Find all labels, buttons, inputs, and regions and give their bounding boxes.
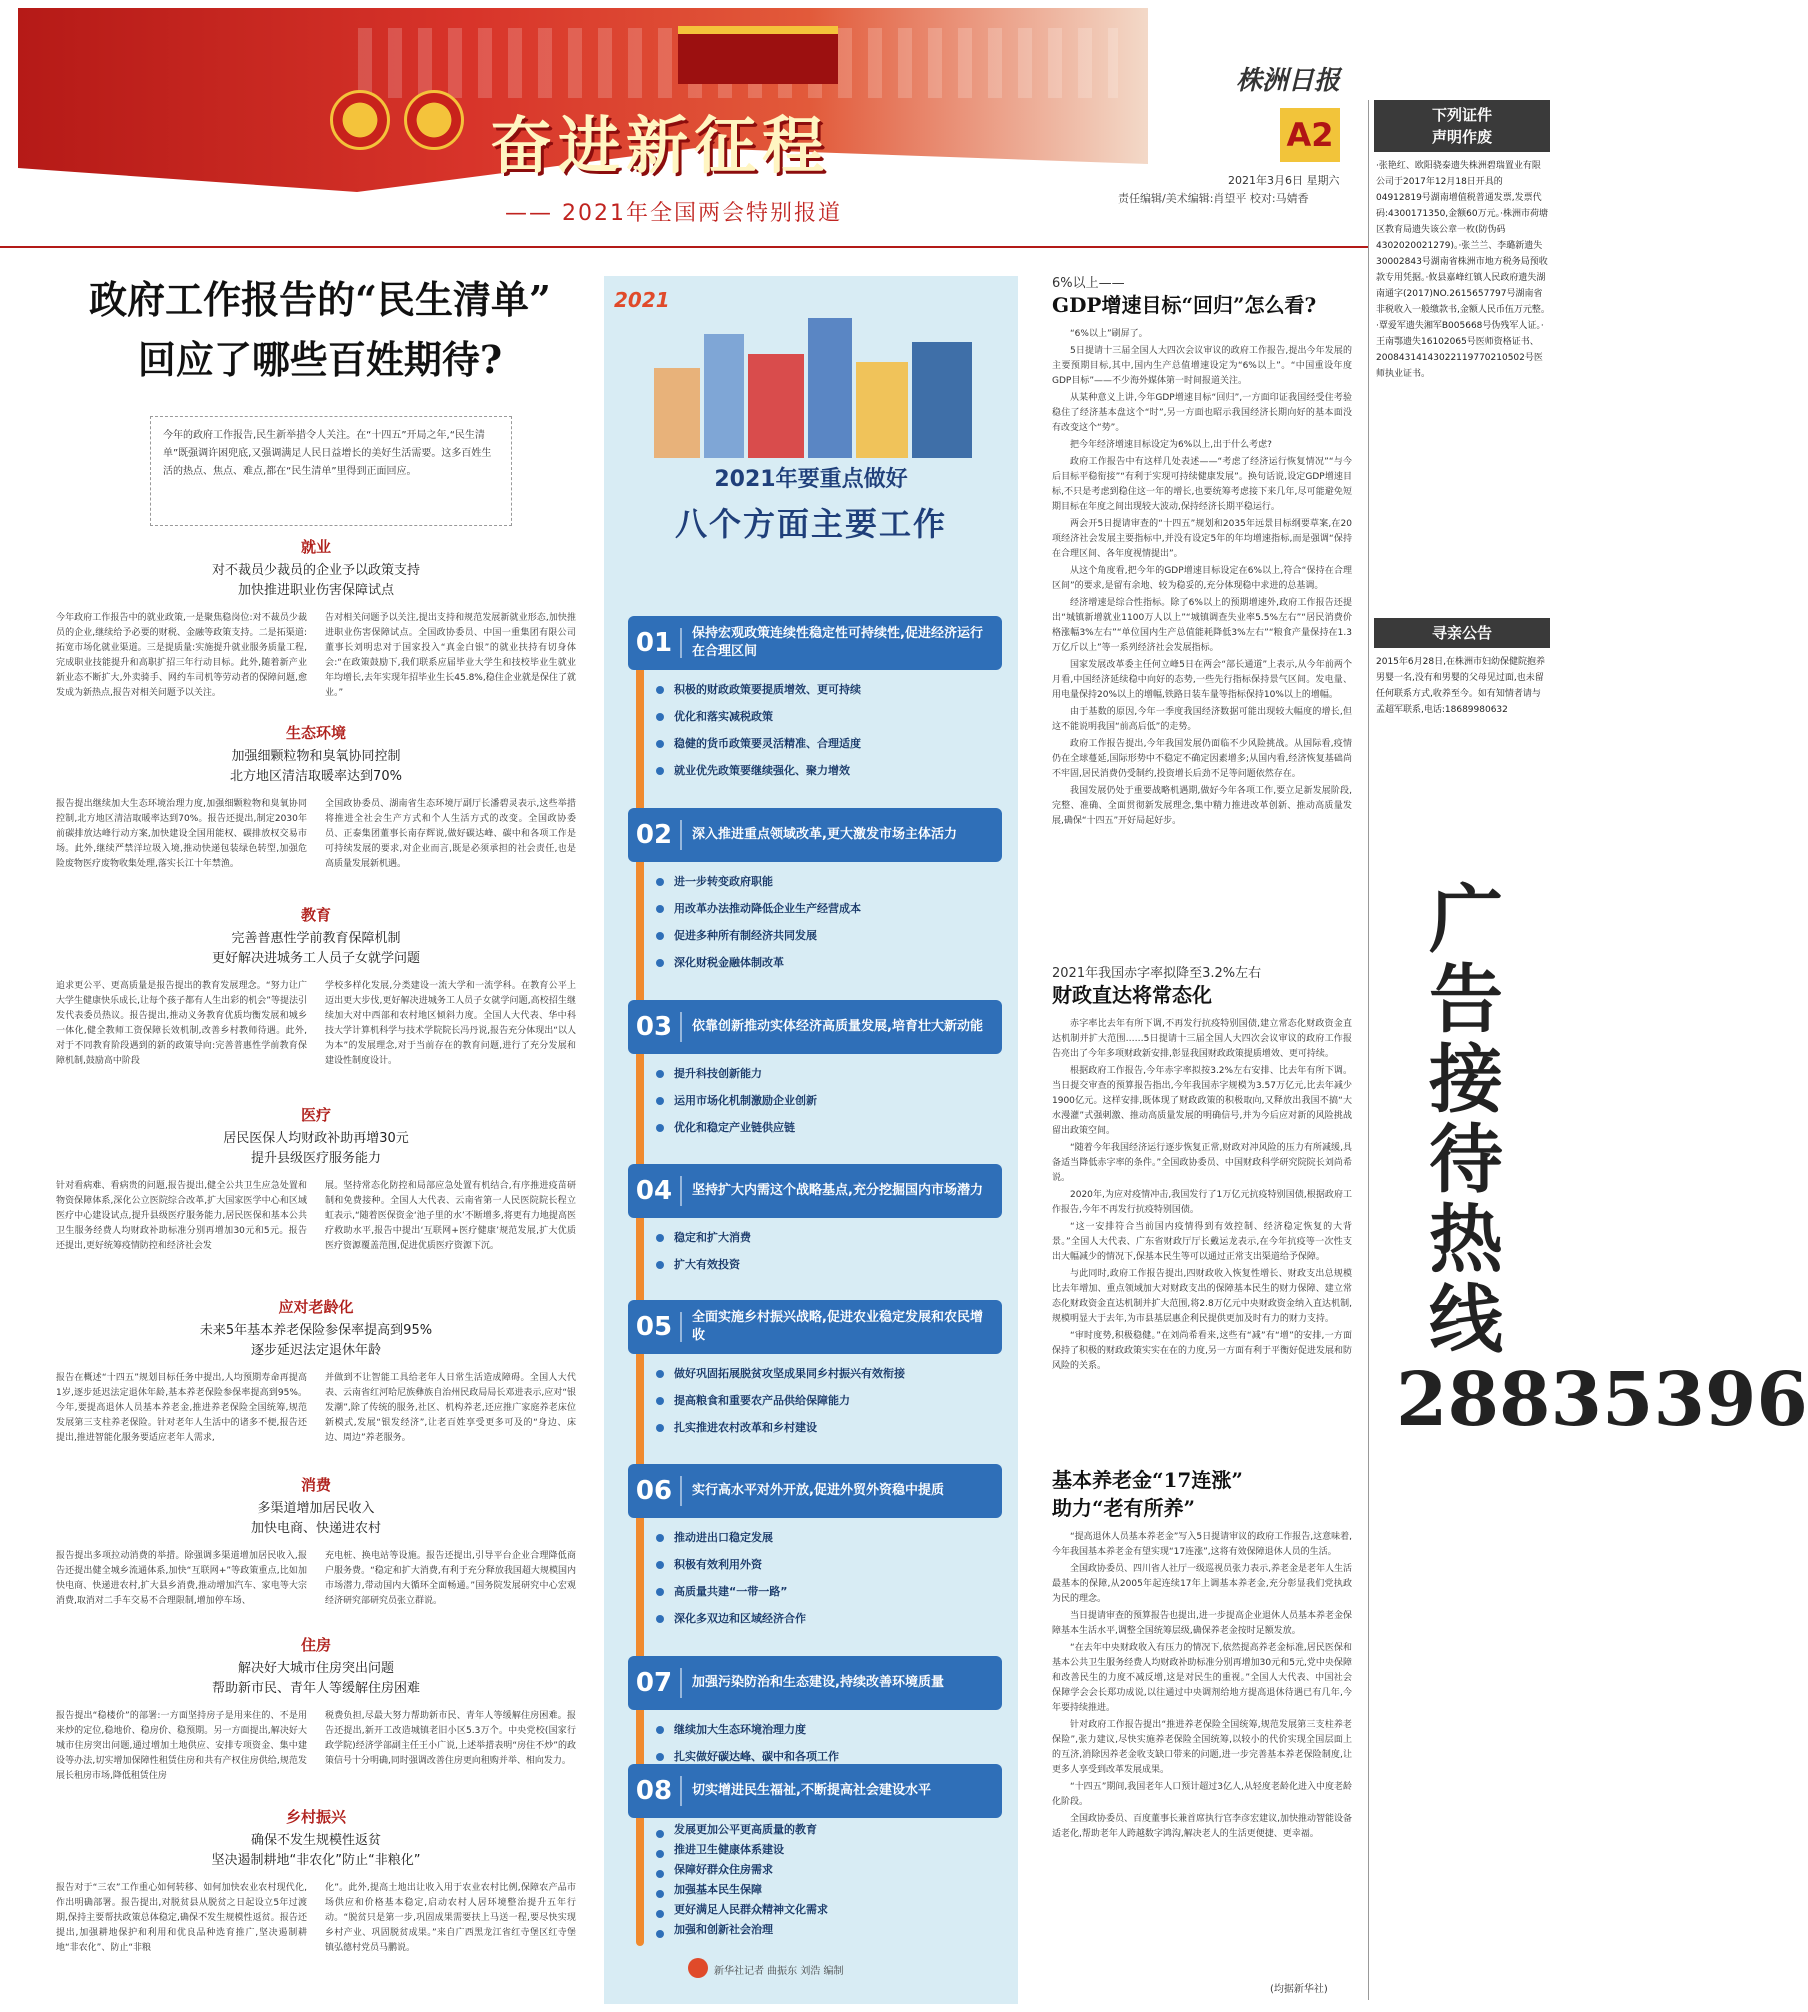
task-number: 06 — [628, 1476, 682, 1506]
section-text: 报告提出“稳楼价”的部署:一方面坚持房子是用来住的、不是用来炒的定位,稳地价、稳房价、稳预期。另一方面提出,解决好大城市住房突出问题,通过增加土地供应、安排专项资金、集中建设等办法,切实增加保障性租赁住房和共有产权住房供给,规范发展长租房市场,降低租赁住房 — [56, 1711, 307, 1781]
section-healthcare — [56, 1104, 576, 1254]
notice-heading-line1: 下列证件 — [1431, 106, 1492, 124]
task-card-header — [628, 1656, 1002, 1710]
task-card-05 — [628, 1300, 1002, 1441]
section-education — [56, 904, 576, 1069]
task-title: 保持宏观政策连续性稳定性可持续性,促进经济运行在合理区间 — [692, 626, 983, 659]
task-items — [628, 1054, 1002, 1141]
task-items — [628, 862, 1002, 976]
task-item: 扎实做好碳达峰、碳中和各项工作 — [656, 1743, 1002, 1770]
article-paragraph: 全国政协委员、百度董事长兼首席执行官李彦宏建议,加快推动智能设备适老化,帮助老年人跨越数字鸿沟,解决老人的生活更便捷、更幸福。 — [1052, 1814, 1352, 1839]
task-number: 05 — [628, 1312, 682, 1342]
notice-heading-line2: 声明作废 — [1431, 128, 1492, 146]
article-paragraph: “提高退休人员基本养老金”写入5日提请审议的政府工作报告,这意味着,今年我国基本养老金有望实现“17连涨”,这将有效保障退休人员的生活。 — [1052, 1532, 1352, 1557]
task-card-header — [628, 1464, 1002, 1518]
task-number: 08 — [628, 1776, 682, 1806]
task-card-03 — [628, 1000, 1002, 1141]
year-badge: 2021 — [614, 288, 670, 312]
lead-paragraph: 今年的政府工作报告,民生新举措令人关注。在“十四五”开局之年,“民生清单”既强调许困兜底,又强调满足人民日益增长的美好生活需要。这多百姓生活的热点、焦点、难点,都在“民生清单”里得到正面回应。 — [150, 416, 512, 526]
task-number: 07 — [628, 1668, 682, 1698]
article-body — [1052, 327, 1352, 829]
article-paragraph: 赤字率比去年有所下调,不再发行抗疫特别国债,建立常态化财政资金直达机制并扩大范围……5日提请十三届全国人大四次会议审议的政府工作报告亮出了今年多项财政新安排,彰显我国财政政策提质增效、更可持续。 — [1052, 1019, 1352, 1059]
task-card-header — [628, 1300, 1002, 1354]
article-paragraph: 政府工作报告提出,今年我国发展仍面临不少风险挑战。从国际看,疫情仍在全球蔓延,国际形势中不稳定不确定因素增多;从国内看,经济恢复基础尚不牢固,居民消费仍受制约,投资增长后劲不足等问题依然存在。 — [1052, 739, 1352, 779]
cppcc-emblem-icon — [404, 90, 464, 150]
masthead — [0, 0, 1368, 250]
section-text: 报告对于“三农”工作重心如何转移、如何加快农业农村现代化,作出明确部署。报告提出,对脱贫县从脱贫之日起设立5年过渡期,保持主要帮扶政策总体稳定,确保不发生规模性返贫。报告还提出,加强耕地保护和利用和优良品种选育推广,坚决遏制耕地“非农化”、防止“非粮 — [56, 1883, 307, 1953]
infographic-title-line2: 八个方面主要工作 — [674, 505, 947, 543]
page-number-badge: A2 — [1280, 108, 1340, 162]
task-item: 继续加大生态环境治理力度 — [656, 1716, 1002, 1743]
section-subheading: 加快电商、快递进农村 — [250, 1521, 381, 1536]
task-item: 推动进出口稳定发展 — [656, 1524, 1002, 1551]
section-text: 学校多样化发展,分类建设一流大学和一流学科。在教育公平上迈出更大步伐,更好解决进城务工人员子女就学问题,高校招生继续加大对中西部和农村地区倾斜力度。全国人大代表、华中科技大学计算机科学与技术学院院长冯丹说,报告充分体现出“以人为本”的发展理念,对于当前存在的教育问题,进行了充分发展和建设性制度设计。 — [325, 981, 576, 1066]
article-paragraph: 2020年,为应对疫情冲击,我国发行了1万亿元抗疫特别国债,根据政府工作报告,今年不再发行抗疫特别国债。 — [1052, 1190, 1352, 1215]
article-gdp — [1052, 272, 1352, 831]
infographic-credit: 新华社记者 曲振东 刘浩 编制 — [714, 1966, 844, 1977]
article-body — [1052, 1017, 1352, 1374]
task-card-06 — [628, 1464, 1002, 1632]
task-item: 优化和落实减税政策 — [656, 703, 1002, 730]
section-heading: 消费 — [300, 1476, 331, 1494]
task-item: 发展更加公平更高质量的教育 — [656, 1820, 1002, 1840]
building-shape — [856, 362, 908, 458]
section-subheading: 多渠道增加居民收入 — [257, 1501, 375, 1516]
task-title: 深入推进重点领域改革,更大激发市场主体活力 — [692, 827, 957, 842]
task-item: 稳健的货币政策要灵活精准、合理适度 — [656, 730, 1002, 757]
section-consumption — [56, 1474, 576, 1609]
task-title: 实行高水平对外开放,促进外贸外资稳中提质 — [692, 1483, 944, 1498]
section-text: 报告提出多项拉动消费的举措。除强调多渠道增加居民收入,报告还提出健全城乡流通体系,加快“互联网+”等政策重点,比如加快电商、快递进农村,扩大县乡消费,推动增加汽车、家电等大宗消费,取消对二手车交易不合理限制,增加停车场、 — [56, 1551, 307, 1606]
search-notice-text: 2015年6月28日,在株洲市妇幼保健院抱养男婴一名,没有和男婴的父母见过面,也未留任何联系方式,收养至今。如有知情者请与孟超军联系,电话:18689980632 — [1376, 657, 1545, 715]
section-subheading: 未来5年基本养老保险参保率提高到95% — [199, 1323, 433, 1338]
task-item: 运用市场化机制激励企业创新 — [656, 1087, 1002, 1114]
section-subheading: 北方地区清洁取暖率达到70% — [230, 769, 402, 784]
section-text: 全国政协委员、湖南省生态环境厅副厅长潘碧灵表示,这些举措将推进全社会生产方式和个人生活方式的改变。全国政协委员、正泰集团董事长南存辉说,做好碳达峰、碳中和各项工作是可持续发展的要求,对企业而言,既是必须承担的社会责任,也是高质量发展新机遇。 — [325, 799, 576, 869]
building-shape — [808, 318, 852, 458]
section-text: 今年政府工作报告中的就业政策,一是聚焦稳岗位:对不裁员少裁员的企业,继续给予必要的财税、金融等政策支持。二是拓渠道:拓宽市场化就业渠道。三是提质量:实施提升就业服务质量工程,完成职业技能提升和高职扩招三年行动目标。此外,随着新产业新业态不断扩大,外卖骑手、网约车司机等劳动者的保障问题,愈发成为新热点,报告对相关问题予以关注。 — [56, 613, 307, 698]
article-paragraph: “随着今年我国经济运行逐步恢复正常,财政对冲风险的压力有所减缓,具备适当降低赤字率的条件。”全国政协委员、中国财政科学研究院院长刘尚希说。 — [1052, 1143, 1352, 1183]
article-paragraph: 国家发展改革委主任何立峰5日在两会“部长通道”上表示,从今年前两个月看,中国经济延续稳中向好的态势,一些先行指标保持景气区间。发电量、用电量保持20%以上的增幅,铁路日装车量等指标保持10%以上的增幅。 — [1052, 660, 1352, 700]
advertising-hotline: 广告接待热线28835396 — [1396, 877, 1808, 1443]
task-items — [628, 1710, 1002, 1770]
task-item: 进一步转变政府职能 — [656, 868, 1002, 895]
article-paragraph: 从某种意义上讲,今年GDP增速目标“回归”,一方面印证我国经受住考验稳住了经济基本盘这个“时”,另一方面也昭示我国经济长期向好的基本面没有改变这个“势”。 — [1052, 393, 1352, 433]
article-pension — [1052, 1466, 1352, 1844]
task-title: 切实增进民生福祉,不断提高社会建设水平 — [692, 1783, 931, 1798]
article-credit: (均据新华社) — [1270, 1984, 1328, 1995]
article-paragraph: “在去年中央财政收入有压力的情况下,依然提高养老金标准,居民医保和基本公共卫生服务经费人均财政补助标准分别再增加30元和5元,党中央保障和改善民生的力度不减反增,这是对民生的重视。”全国人大代表、中国社会保障学会会长郑功成说,以往通过中央调剂给地方提高退休待遇已有几年,今年要持续推进。 — [1052, 1643, 1352, 1713]
section-heading: 乡村振兴 — [285, 1808, 346, 1826]
article-paragraph: 根据政府工作报告,今年赤字率拟按3.2%左右安排、比去年有所下调。当日提交审查的预算报告指出,今年我国赤字规模为3.57万亿元,比去年减少1900亿元。这样安排,既体现了财政政策的积极取向,又释放出我国不搞“大水漫灌”式强刺激、推动高质量发展的明确信号,并为今后应对新的风险挑战留出政策空间。 — [1052, 1066, 1352, 1136]
section-subheading: 对不裁员少裁员的企业予以政策支持 — [211, 563, 420, 578]
task-item: 优化和稳定产业链供应链 — [656, 1114, 1002, 1141]
section-employment — [56, 536, 576, 701]
task-items — [628, 1818, 1002, 1940]
article-headline-line1: 基本养老金“17连涨” — [1052, 1468, 1243, 1492]
task-item: 保障好群众住房需求 — [656, 1860, 1002, 1880]
task-item: 高质量共建“一带一路” — [656, 1578, 1002, 1605]
section-body — [56, 797, 576, 872]
task-title: 加强污染防治和生态建设,持续改善环境质量 — [692, 1675, 944, 1690]
paper-name-logo: 株洲日报 — [1236, 66, 1341, 96]
section-body — [56, 1709, 576, 1784]
infographic-title — [604, 462, 1018, 545]
building-shape — [912, 342, 972, 458]
section-body — [56, 611, 576, 701]
article-paragraph: 政府工作报告中有这样几处表述——“考虑了经济运行恢复情况”“与今后目标平稳衔接”“有利于实现可持续健康发展”。换句话说,设定GDP增速目标,不只是考虑到稳住这一年的增长,也要统筹考虑接下来几年,尽可能避免短期目标在年度之间出现较大波动,保持经济长期平稳运行。 — [1052, 457, 1352, 512]
task-item: 积极有效利用外资 — [656, 1551, 1002, 1578]
section-heading: 教育 — [300, 906, 331, 924]
article-paragraph: 针对政府工作报告提出“推进养老保险全国统筹,规范发展第三支柱养老保险”,张力建议,尽快实施养老保险全国统筹,以较小的代价实现全国层面上的互济,消除因养老金收支缺口带来的问题,进一步完善基本养老保险制度,让更多人享受到改革发展成果。 — [1052, 1720, 1352, 1775]
infographic-title-line1: 2021年要重点做好 — [714, 467, 908, 492]
task-item: 更好满足人民群众精神文化需求 — [656, 1900, 1002, 1920]
task-item: 用改革办法推动降低企业生产经营成本 — [656, 895, 1002, 922]
section-text: 告对相关问题予以关注,提出支持和规范发展新就业形态,加快推进职业伤害保障试点。全国政协委员、中国一重集团有限公司董事长刘明忠对于国家投入“真金白银”的就业扶持有切身体会:“在政策鼓励下,我们联系应届毕业大学生和技校毕业生就业年均增长,去年实现年招毕业生长45.8%,稳住企业就是保住了就业。” — [325, 613, 576, 698]
article-paragraph: “6%以上”刷屏了。 — [1070, 329, 1148, 339]
section-body — [56, 1549, 576, 1609]
editor-credits: 责任编辑/美术编辑:肖望平 校对:马婧香 — [1118, 192, 1309, 205]
section-subheading: 帮助新市民、青年人等缓解住房困难 — [211, 1681, 420, 1696]
section-subheading: 居民医保人均财政补助再增30元 — [223, 1131, 409, 1146]
article-headline-line2: 助力“老有所养” — [1052, 1496, 1196, 1520]
task-card-08 — [628, 1764, 1002, 1940]
section-heading: 医疗 — [300, 1106, 331, 1124]
section-body — [56, 979, 576, 1069]
article-paragraph: 全国政协委员、四川省人社厅一级巡视员张力表示,养老金是老年人生活最基本的保障,从2005年起连续17年上调基本养老金,充分彰显我们党执政为民的理念。 — [1052, 1564, 1352, 1604]
building-shape — [748, 354, 804, 458]
task-card-07 — [628, 1656, 1002, 1770]
section-subheading: 更好解决进城务工人员子女就学问题 — [211, 951, 420, 966]
task-item: 稳定和扩大消费 — [656, 1224, 1002, 1251]
task-item: 就业优先政策要继续强化、聚力增效 — [656, 757, 1002, 784]
section-subheading: 逐步延迟法定退休年龄 — [250, 1343, 381, 1358]
article-paragraph: 经济增速是综合性指标。除了6%以上的预期增速外,政府工作报告还提出“城镇新增就业1100万人以上”“城镇调查失业率5.5%左右”“居民消费价格涨幅3%左右”“单位国内生产总值能耗降低3%左右”“粮食产量保持在1.3万亿斤以上”等一系列经济社会发展指标。 — [1052, 598, 1352, 653]
section-text: 并做到不让智能工具给老年人日常生活造成障碍。全国人大代表、云南省红河哈尼族彝族自治州民政局局长邓进表示,应对“银发潮”,除了传统的服务,社区、机构养老,还应推广家庭养老床位新模式,发展“银发经济”,让老百姓享受更多可及的“身边、床边、周边”养老服务。 — [325, 1373, 576, 1443]
building-shape — [654, 368, 700, 458]
search-notice-box — [1374, 618, 1550, 724]
section-text: 追求更公平、更高质量是报告提出的教育发展理念。“努力让广大学生健康快乐成长,让每个孩子都有人生出彩的机会”等提法引发代表委员热议。报告提出,推动义务教育优质均衡发展和城乡一体化,健全教师工资保障长效机制,改善乡村教师待遇。此外,对于不同教育阶段遇到的新的政策导向:完善普惠性学前教育保障机制,鼓励高中阶段 — [56, 981, 307, 1066]
article-paragraph: 从这个角度看,把今年的GDP增速目标设定在6%以上,符合“保持在合理区间”的要求,是留有余地、较为稳妥的,充分体现稳中求进的总基调。 — [1052, 566, 1352, 591]
xinhua-logo-icon — [688, 1958, 708, 1978]
article-paragraph: 把今年经济增速目标设定为6%以上,出于什么考虑? — [1070, 440, 1272, 450]
task-title: 坚持扩大内需这个战略基点,充分挖掘国内市场潜力 — [692, 1183, 983, 1198]
article-headline: GDP增速目标“回归”怎么看? — [1052, 293, 1317, 317]
section-subheading: 提升县级医疗服务能力 — [250, 1151, 381, 1166]
notice-heading — [1374, 100, 1550, 152]
task-item: 深化财税金融体制改革 — [656, 949, 1002, 976]
masthead-subtitle: —— 2021年全国两会特别报道 — [505, 201, 842, 226]
article-kicker: 6%以上—— — [1052, 276, 1125, 291]
task-title: 全面实施乡村振兴战略,促进农业稳定发展和农民增收 — [692, 1310, 983, 1343]
task-title: 依靠创新推动实体经济高质量发展,培育壮大新动能 — [692, 1019, 983, 1034]
task-item: 积极的财政政策要提质增效、更可持续 — [656, 676, 1002, 703]
section-body — [56, 1371, 576, 1446]
task-item: 深化多双边和区域经济合作 — [656, 1605, 1002, 1632]
article-paragraph: 5日提请十三届全国人大四次会议审议的政府工作报告,提出今年发展的主要预期目标,其中,国内生产总值增速设定为“6%以上”。“中国重设年度GDP目标”——不少海外媒体第一时间报道关注。 — [1052, 346, 1352, 386]
main-headline-line1: 政府工作报告的“民生清单” — [89, 277, 551, 322]
section-body — [56, 1179, 576, 1254]
section-subheading: 坚决遏制耕地“非农化”防止“非粮化” — [211, 1853, 421, 1868]
task-items — [628, 670, 1002, 784]
section-text: 税费负担,尽最大努力帮助新市民、青年人等缓解住房困难。报告还提出,新开工改造城镇老旧小区5.3万个。中央党校(国家行政学院)经济学部副主任王小广说,上述举措表明“房住不炒”的政策信号十分明确,同时强调改善住房更向租购并举、相向发力。 — [325, 1711, 576, 1766]
article-paragraph: 我国发展仍处于重要战略机遇期,做好今年各项工作,要立足新发展阶段,完整、准确、全面贯彻新发展理念,集中精力推进改革创新、推动高质量发展,确保“十四五”开好局起好步。 — [1052, 786, 1352, 826]
task-item: 扩大有效投资 — [656, 1251, 1002, 1278]
article-paragraph: 由于基数的原因,今年一季度我国经济数据可能出现较大幅度的增长,但这不能说明我国“前高后低”的走势。 — [1052, 707, 1352, 732]
task-card-01 — [628, 616, 1002, 784]
task-card-header — [628, 1000, 1002, 1054]
building-shape — [704, 334, 744, 458]
section-text: 展。坚持常态化防控和局部应急处置有机结合,有序推进疫苗研制和免费接种。全国人大代表、云南省第一人民医院院长程立虹表示,“随着医保资金‘池子里的水’不断增多,将更有力地提高医疗救助水平,报告中提出‘互联网+医疗健康’规范发展,扩大优质医疗资源覆盖范围,促进优质医疗资源下沉。 — [325, 1181, 576, 1251]
article-paragraph: “十四五”期间,我国老年人口预计超过3亿人,从轻度老龄化进入中度老龄化阶段。 — [1052, 1782, 1352, 1807]
task-item: 推进卫生健康体系建设 — [656, 1840, 1002, 1860]
task-card-header — [628, 808, 1002, 862]
section-subheading: 完善普惠性学前教育保障机制 — [231, 931, 401, 946]
task-item: 促进多种所有制经济共同发展 — [656, 922, 1002, 949]
section-body — [56, 1881, 576, 1956]
task-number: 02 — [628, 820, 682, 850]
section-heading: 生态环境 — [285, 724, 346, 742]
article-kicker: 2021年我国赤字率拟降至3.2%左右 — [1052, 966, 1262, 981]
task-card-02 — [628, 808, 1002, 976]
masthead-rule — [0, 246, 1368, 248]
section-heading: 就业 — [300, 538, 331, 556]
task-item: 提升科技创新能力 — [656, 1060, 1002, 1087]
task-item: 提高粮食和重要农产品供给保障能力 — [656, 1387, 1002, 1414]
task-card-header — [628, 1764, 1002, 1818]
infographic-panel — [604, 276, 1018, 2004]
task-card-04 — [628, 1164, 1002, 1278]
article-paragraph: 两会开5日提请审查的“十四五”规划和2035年远景目标纲要草案,在20项经济社会发展主要指标中,并没有设定5年的年均增速指标,而是强调“保持在合理区间、各年度视情提出”。 — [1052, 519, 1352, 559]
issue-date: 2021年3月6日 星期六 — [1228, 174, 1340, 187]
task-number: 03 — [628, 1012, 682, 1042]
article-paragraph: “这一安排符合当前国内疫情得到有效控制、经济稳定恢复的大背景。”全国人大代表、广东省财政厅厅长戴运龙表示,在今年抗疫等一次性支出大幅减少的情况下,保基本民生等可以通过正常支出渠道给予保障。 — [1052, 1222, 1352, 1262]
main-headline — [50, 270, 590, 390]
section-aging — [56, 1296, 576, 1446]
task-number: 04 — [628, 1176, 682, 1206]
section-ecology — [56, 722, 576, 872]
section-text: 化”。此外,提高土地出让收入用于农业农村比例,保障农产品市场供应和价格基本稳定,启动农村人居环境整治提升五年行动。“脱贫只是第一步,巩固成果需要扶上马送一程,要尽快实现乡村产业、巩固脱贫成果。”来自广西黑龙江省红寺堡区红寺堡镇弘德村党员马鹏说。 — [325, 1883, 576, 1953]
section-subheading: 加快推进职业伤害保障试点 — [237, 583, 394, 598]
section-heading: 住房 — [300, 1636, 331, 1654]
task-card-header — [628, 616, 1002, 670]
task-items — [628, 1518, 1002, 1632]
section-heading: 应对老龄化 — [278, 1298, 354, 1316]
notice-text: ·张艳红、欧阳骁泰遗失株洲碧瑞置业有限公司于2017年12月18日开具的04912819号湖南增值税普通发票,发票代码:4300171350,金额60万元。·株洲市荷塘区教育局遗失该公章一枚(防伪码4302020021279)。·张兰兰、李璐新遗失30002843号湖南省株洲市地方税务局预收款专用凭据。·攸县嘉峰红镇人民政府遗失湖南通字(2017)NO.2615657797号湖南省非税收入一般缴款书,金额人民币伍万元整。·覃爱军遗失湘军B005668号伪残军人证。·王南鄂遗失16102065号医师资格证书、20084314143022119770210502号医师执业证书。 — [1376, 161, 1548, 379]
article-body — [1052, 1530, 1352, 1842]
article-headline: 财政直达将常态化 — [1052, 983, 1212, 1007]
column-divider — [1368, 100, 1369, 2000]
task-items — [628, 1354, 1002, 1441]
task-card-header — [628, 1164, 1002, 1218]
task-number: 01 — [628, 628, 682, 658]
tiananmen-graphic — [678, 26, 838, 84]
article-fiscal — [1052, 962, 1352, 1376]
section-rural-revitalization — [56, 1806, 576, 1956]
national-emblem-icon — [330, 90, 390, 150]
article-paragraph: “审时度势,积极稳健。”在刘尚希看来,这些有“减”有“增”的安排,一方面保持了积极的财政政策实实在在的力度,另一方面有利于平衡好促进发展和防风险的关系。 — [1052, 1331, 1352, 1371]
section-subheading: 解决好大城市住房突出问题 — [237, 1661, 394, 1676]
task-item: 扎实推进农村改革和乡村建设 — [656, 1414, 1002, 1441]
notice-box — [1374, 100, 1550, 388]
section-text: 针对看病难、看病贵的问题,报告提出,健全公共卫生应急处置和物资保障体系,深化公立医院综合改革,扩大国家医学中心和区域医疗中心建设试点,提升县级医疗服务能力,居民医保和基本公共卫生服务经费人均财政补助标准分别再增加30元和5元。报告还提出,更好统筹疫情防控和经济社会发 — [56, 1181, 307, 1251]
article-paragraph: 当日提请审查的预算报告也提出,进一步提高企业退休人员基本养老金保障基本生活水平,调整全国统筹层级,确保养老金按时足额发放。 — [1052, 1611, 1352, 1636]
search-notice-heading: 寻亲公告 — [1374, 618, 1550, 648]
masthead-title: 奋进新征程 — [490, 109, 831, 182]
task-items — [628, 1218, 1002, 1278]
task-item: 加强基本民生保障 — [656, 1880, 1002, 1900]
main-headline-line2: 回应了哪些百姓期待? — [137, 337, 503, 382]
section-subheading: 确保不发生规模性返贫 — [250, 1833, 381, 1848]
section-text: 充电桩、换电站等设施。报告还提出,引导平台企业合理降低商户服务费。“稳定和扩大消费,有利于充分释放我国超大规模国内市场潜力,带动国内大循环全面畅通。”国务院发展研究中心宏观经济研究部研究员张立群说。 — [325, 1551, 576, 1606]
article-paragraph: 与此同时,政府工作报告提出,四财政收入恢复性增长、财政支出总规模比去年增加、重点领域加大对财政支出的保障基本民生的财力保障、建立常态化财政资金直达机制并扩大范围,将2.8万亿元中央财政资金纳入直达机制,规模明显大于去年,为市县基层惠企利民提供更加及时有力的财力支持。 — [1052, 1269, 1352, 1324]
section-text: 报告在概述“十四五”规划目标任务中提出,人均预期寿命再提高1岁,逐步延迟法定退休年龄,基本养老保险参保率提高到95%。今年,要提高退休人员基本养老金,推进养老保险全国统筹,规范发展第三支柱养老保险。针对老年人生活中的诸多不便,报告还提出,推进智能化服务要适应老年人需求, — [56, 1373, 307, 1443]
section-subheading: 加强细颗粒物和臭氧协同控制 — [231, 749, 401, 764]
task-item: 加强和创新社会治理 — [656, 1920, 1002, 1940]
section-text: 报告提出继续加大生态环境治理力度,加强细颗粒物和臭氧协同控制,北方地区清洁取暖率达到70%。报告还提出,制定2030年前碳排放达峰行动方案,加快建设全国用能权、碳排放权交易市场。此外,继续严禁洋垃圾入境,推动快递包装绿色转型,加强危险废物医疗废物收集处理,落实长江十年禁渔。 — [56, 799, 307, 869]
section-housing — [56, 1634, 576, 1784]
city-illustration — [654, 308, 974, 458]
task-item: 做好巩固拓展脱贫攻坚成果同乡村振兴有效衔接 — [656, 1360, 1002, 1387]
